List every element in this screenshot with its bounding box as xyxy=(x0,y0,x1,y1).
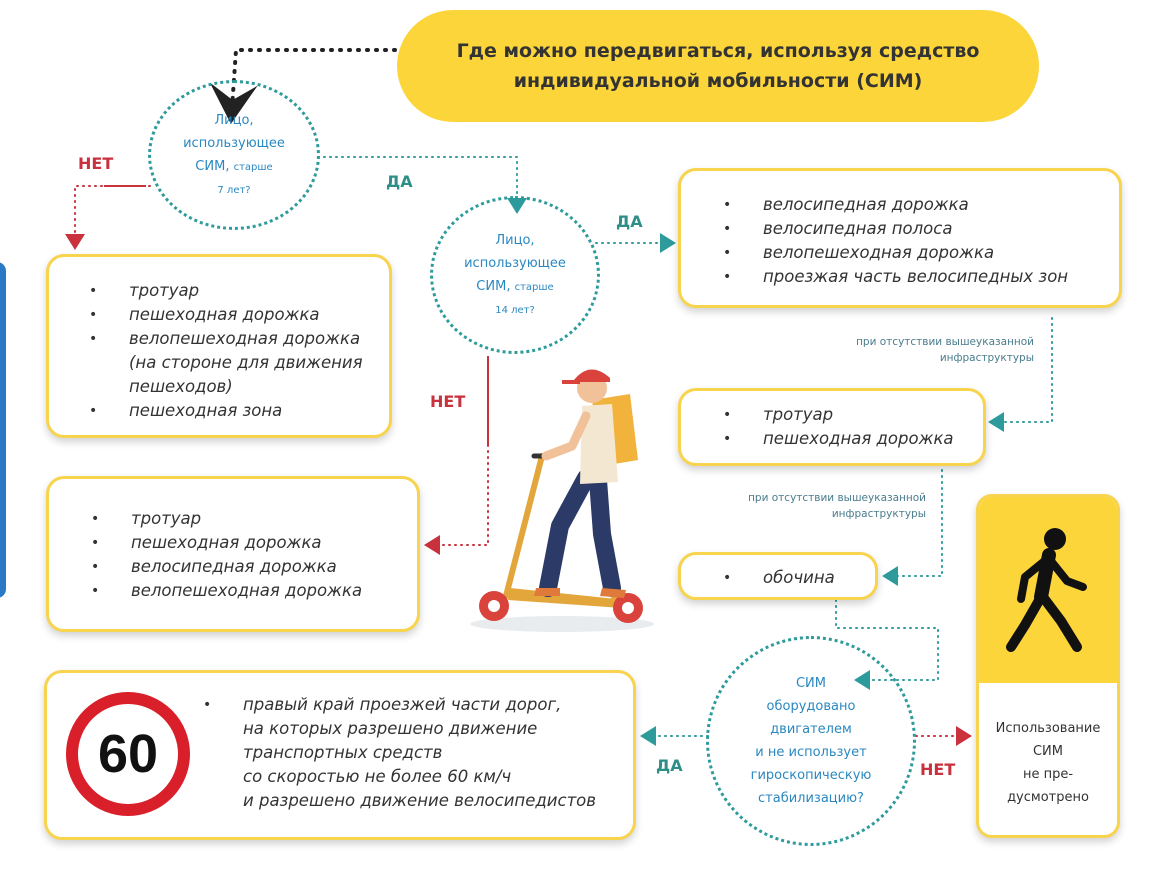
q7-sim: СИМ, xyxy=(195,158,230,174)
list-item-continued xyxy=(243,765,596,789)
box-sidewalk xyxy=(678,388,986,466)
list-item: • велосипедная дорожка xyxy=(131,555,417,579)
not-allowed-text xyxy=(979,683,1117,809)
list-item: • пешеходная дорожка xyxy=(131,531,417,555)
qm-line-6: стабилизацию? xyxy=(758,791,864,806)
qm-line-4: и не использует xyxy=(755,745,867,760)
q7-line-4: 7 лет? xyxy=(217,184,251,196)
list-item: • велосипедная дорожка xyxy=(763,193,1119,217)
list-item-text: на которых разрешено движение xyxy=(243,719,538,738)
q14-line-3 xyxy=(464,275,566,299)
qm-line-1: СИМ xyxy=(795,676,826,691)
qm-line-3: двигателем xyxy=(770,722,852,737)
list-item: • тротуар xyxy=(763,403,983,427)
list-item: • проезжая часть велосипедных зон xyxy=(763,265,1119,289)
pedestrian-icon xyxy=(1003,525,1093,655)
label-net-motor: НЕТ xyxy=(920,760,956,779)
card-not-allowed xyxy=(976,494,1120,838)
q14-line-4: 14 лет? xyxy=(495,304,535,316)
list-item: • пешеходная зона xyxy=(129,399,389,423)
note2-line-1: при отсутствии вышеуказанной xyxy=(748,492,926,504)
title-line-2: индивидуальной мобильности (СИМ) xyxy=(513,70,923,92)
list-item: • пешеходная дорожка xyxy=(763,427,983,451)
list-item-continued xyxy=(243,789,596,813)
list-item: • велопешеходная дорожка xyxy=(131,579,417,603)
box-over-14 xyxy=(678,168,1122,308)
pedestrian-panel xyxy=(979,497,1117,683)
scooter-rider-illustration xyxy=(462,356,662,638)
list-item: • пешеходная дорожка xyxy=(129,303,389,327)
list-item-text: и разрешено движение велосипедистов xyxy=(243,791,596,810)
qm-line-5: гироскопическую xyxy=(750,768,872,783)
label-net-age14: НЕТ xyxy=(430,392,466,411)
na-line-4: дусмотрено xyxy=(1007,790,1089,805)
label-da-age7: ДА xyxy=(386,172,413,191)
question-age-14 xyxy=(430,196,600,354)
list-item: • велопешеходная дорожка xyxy=(763,241,1119,265)
speed-limit-value: 60 xyxy=(97,724,159,784)
list-item: • правый край проезжей части дорог, xyxy=(243,693,596,717)
note2-line-2: инфраструктуры xyxy=(831,508,926,520)
box-shoulder xyxy=(678,552,878,600)
q7-older: старше xyxy=(233,161,273,173)
list-item-continued xyxy=(129,375,389,399)
list-item-text: со скоростью не более 60 км/ч xyxy=(243,767,512,786)
q7-line-3 xyxy=(183,155,285,179)
question-age-7 xyxy=(148,80,320,230)
list-item-continued xyxy=(243,741,596,765)
q14-sim: СИМ, xyxy=(476,278,511,294)
label-da-motor: ДА xyxy=(656,756,683,775)
q7-line-2: использующее xyxy=(183,135,285,151)
qm-line-2: оборудовано xyxy=(766,699,856,714)
box-age-7-14 xyxy=(46,476,420,632)
list-item: • велопешеходная дорожка xyxy=(129,327,389,351)
list-item: • обочина xyxy=(763,566,875,590)
label-net-age7: НЕТ xyxy=(78,154,114,173)
q14-line-2: использующее xyxy=(464,255,566,271)
q14-older: старше xyxy=(514,281,554,293)
list-item-text: (на стороне для движения xyxy=(129,353,363,372)
q14-line-1: Лицо, xyxy=(495,232,535,248)
list-item-text: транспортных средств xyxy=(243,743,443,762)
speed-limit-sign xyxy=(66,692,190,816)
label-da-age14: ДА xyxy=(616,212,643,231)
na-line-2: СИМ xyxy=(1032,744,1064,759)
question-motor xyxy=(706,636,916,846)
note-no-infrastructure-1 xyxy=(790,334,1034,366)
box-under-7 xyxy=(46,254,392,438)
note1-line-1: при отсутствии вышеуказанной xyxy=(856,336,1034,348)
title-line-1: Где можно передвигаться, используя средство xyxy=(456,40,980,62)
list-item: • тротуар xyxy=(129,279,389,303)
title-banner xyxy=(397,10,1039,122)
note1-line-2: инфраструктуры xyxy=(939,352,1034,364)
na-line-1: Использование xyxy=(995,721,1101,736)
list-item: • тротуар xyxy=(131,507,417,531)
na-line-3: не пре- xyxy=(1022,767,1074,782)
list-item: • велосипедная полоса xyxy=(763,217,1119,241)
list-item-text: пешеходов) xyxy=(129,377,233,396)
q7-line-1: Лицо, xyxy=(214,112,254,128)
note-no-infrastructure-2 xyxy=(690,490,926,522)
list-item-continued xyxy=(129,351,389,375)
list-item-continued xyxy=(243,717,596,741)
